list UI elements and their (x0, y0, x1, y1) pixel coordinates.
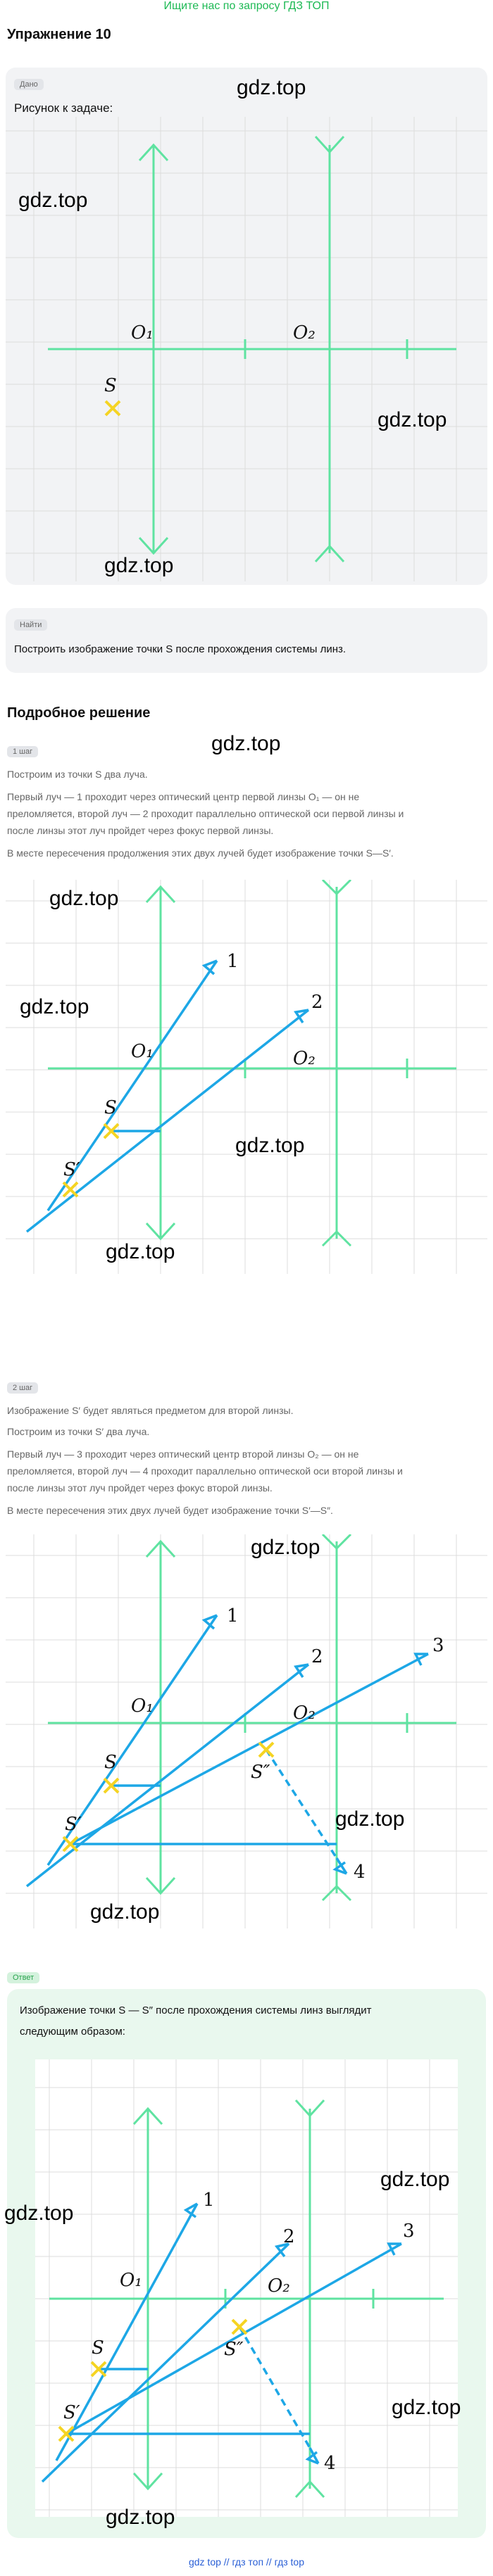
answer-diagram (35, 2059, 458, 2517)
step2-line: Изображение S′ будет являться предметом для второй линзы. (7, 1405, 294, 1416)
label-s-prime: S′ (63, 2402, 80, 2423)
watermark: gdz.top (377, 408, 447, 431)
given-label: Рисунок к задаче: (14, 101, 113, 115)
watermark: gdz.top (20, 995, 89, 1018)
label-s-prime: S′ (63, 1159, 80, 1180)
optical-axis (48, 1713, 456, 1733)
optical-axis (48, 1059, 456, 1078)
converging-lens-1 (146, 1541, 175, 1893)
label-s-prime: S′ (65, 1814, 82, 1835)
step2-line: преломляется, второй луч — 4 проходит параллельно оптической оси второй линзы и (7, 1465, 403, 1477)
top-banner[interactable]: Ищите нас по запросу ГДЗ ТОП (163, 0, 330, 12)
diverging-lens-2 (323, 1534, 351, 1900)
point-s-marker (106, 401, 120, 415)
answer-card (7, 1989, 486, 2538)
ray-1-arrowhead (204, 1615, 217, 1629)
given-chip: Дано (14, 79, 44, 90)
grid (6, 880, 487, 1274)
watermark: gdz.top (235, 1134, 305, 1157)
given-card (6, 68, 487, 585)
label-s: S (104, 1752, 117, 1773)
step1-line: после линзы этот луч пройдет через фокус первой линзы. (7, 825, 274, 836)
watermark: gdz.top (90, 1900, 160, 1924)
answer-chip: Ответ (7, 1972, 39, 1983)
watermark: gdz.top (251, 1536, 320, 1559)
label-ray-1: 1 (227, 1605, 239, 1627)
ray-2-refracted (27, 1010, 308, 1232)
answer-line: Изображение точки S — S″ после прохождения системы линз выглядит (20, 2004, 372, 2016)
watermark: gdz.top (211, 732, 281, 755)
label-s: S (104, 375, 117, 396)
solution-heading: Подробное решение (7, 705, 151, 721)
exercise-title: Упражнение 10 (7, 27, 111, 42)
step2-line: Первый луч — 3 проходит через оптический центр второй линзы O₂ — он не (7, 1448, 359, 1460)
label-ray-1: 1 (227, 951, 239, 972)
ray-1-arrowhead (204, 961, 217, 974)
label-o2: O₂ (268, 2275, 290, 2297)
label-s-double-prime: S″ (251, 1762, 270, 1783)
footer-links[interactable]: gdz top // гдз топ // гдз top (188, 2556, 305, 2568)
step1-line: Построим из точки S два луча. (7, 769, 148, 780)
label-ray-4: 4 (324, 2453, 336, 2474)
find-chip: Найти (14, 619, 47, 631)
label-s: S (104, 1097, 117, 1118)
find-text: Построить изображение точки S после прохождения системы линз. (14, 643, 347, 655)
given-diagram (6, 117, 487, 581)
label-o2: O₂ (293, 1048, 316, 1069)
step1-diagram (6, 880, 487, 1274)
step1-chip: 1 шаг (7, 746, 38, 757)
label-ray-1: 1 (203, 2190, 215, 2211)
grid (6, 1534, 487, 1928)
step2-chip: 2 шаг (7, 1382, 38, 1394)
watermark: gdz.top (104, 554, 174, 577)
label-o1: O₁ (131, 1696, 154, 1717)
step1-line: Первый луч — 1 проходит через оптический центр первой линзы O₁ — он не (7, 791, 360, 802)
label-o1: O₁ (120, 2270, 142, 2291)
label-ray-3: 3 (403, 2221, 415, 2242)
label-ray-3: 3 (432, 1635, 444, 1656)
step1-line: В месте пересечения продолжения этих двух лучей будет изображение точки S—S′. (7, 847, 394, 859)
rays (27, 1615, 428, 1886)
watermark: gdz.top (335, 1807, 405, 1831)
step2-line: В месте пересечения этих двух лучей будет изображение точки S′—S″. (7, 1505, 333, 1516)
step2-line: после линзы этот луч пройдет через фокус второй линзы. (7, 1482, 273, 1494)
label-s: S (92, 2337, 104, 2359)
label-s-double-prime: S″ (224, 2339, 244, 2360)
label-ray-2: 2 (311, 992, 323, 1013)
watermark: gdz.top (49, 887, 119, 910)
label-o1: O₁ (131, 322, 154, 343)
watermark: gdz.top (380, 2168, 450, 2191)
label-ray-4: 4 (354, 1862, 366, 1883)
ray-4-extension (266, 1750, 337, 1858)
diverging-lens-2 (323, 880, 351, 1246)
watermark: gdz.top (106, 1240, 175, 1263)
label-ray-2: 2 (311, 1646, 323, 1667)
step2-diagram (6, 1534, 487, 1928)
point-s-prime-marker (63, 1182, 77, 1197)
watermark: gdz.top (106, 2506, 175, 2529)
label-o2: O₂ (293, 322, 316, 343)
step1-line: преломляется, второй луч — 2 проходит параллельно оптической оси первой линзы и (7, 808, 404, 819)
watermark: gdz.top (18, 189, 88, 212)
watermark: gdz.top (4, 2202, 74, 2225)
converging-lens-1 (146, 887, 175, 1239)
answer-line: следующим образом: (20, 2026, 125, 2038)
label-o2: O₂ (293, 1703, 316, 1724)
watermark: gdz.top (237, 76, 306, 99)
point-s-double-prime-marker (259, 1743, 273, 1757)
find-card (6, 608, 487, 673)
label-ray-2: 2 (283, 2226, 295, 2247)
watermark: gdz.top (392, 2396, 461, 2419)
step2-line: Построим из точки S′ два луча. (7, 1426, 150, 1437)
label-o1: O₁ (131, 1041, 154, 1062)
